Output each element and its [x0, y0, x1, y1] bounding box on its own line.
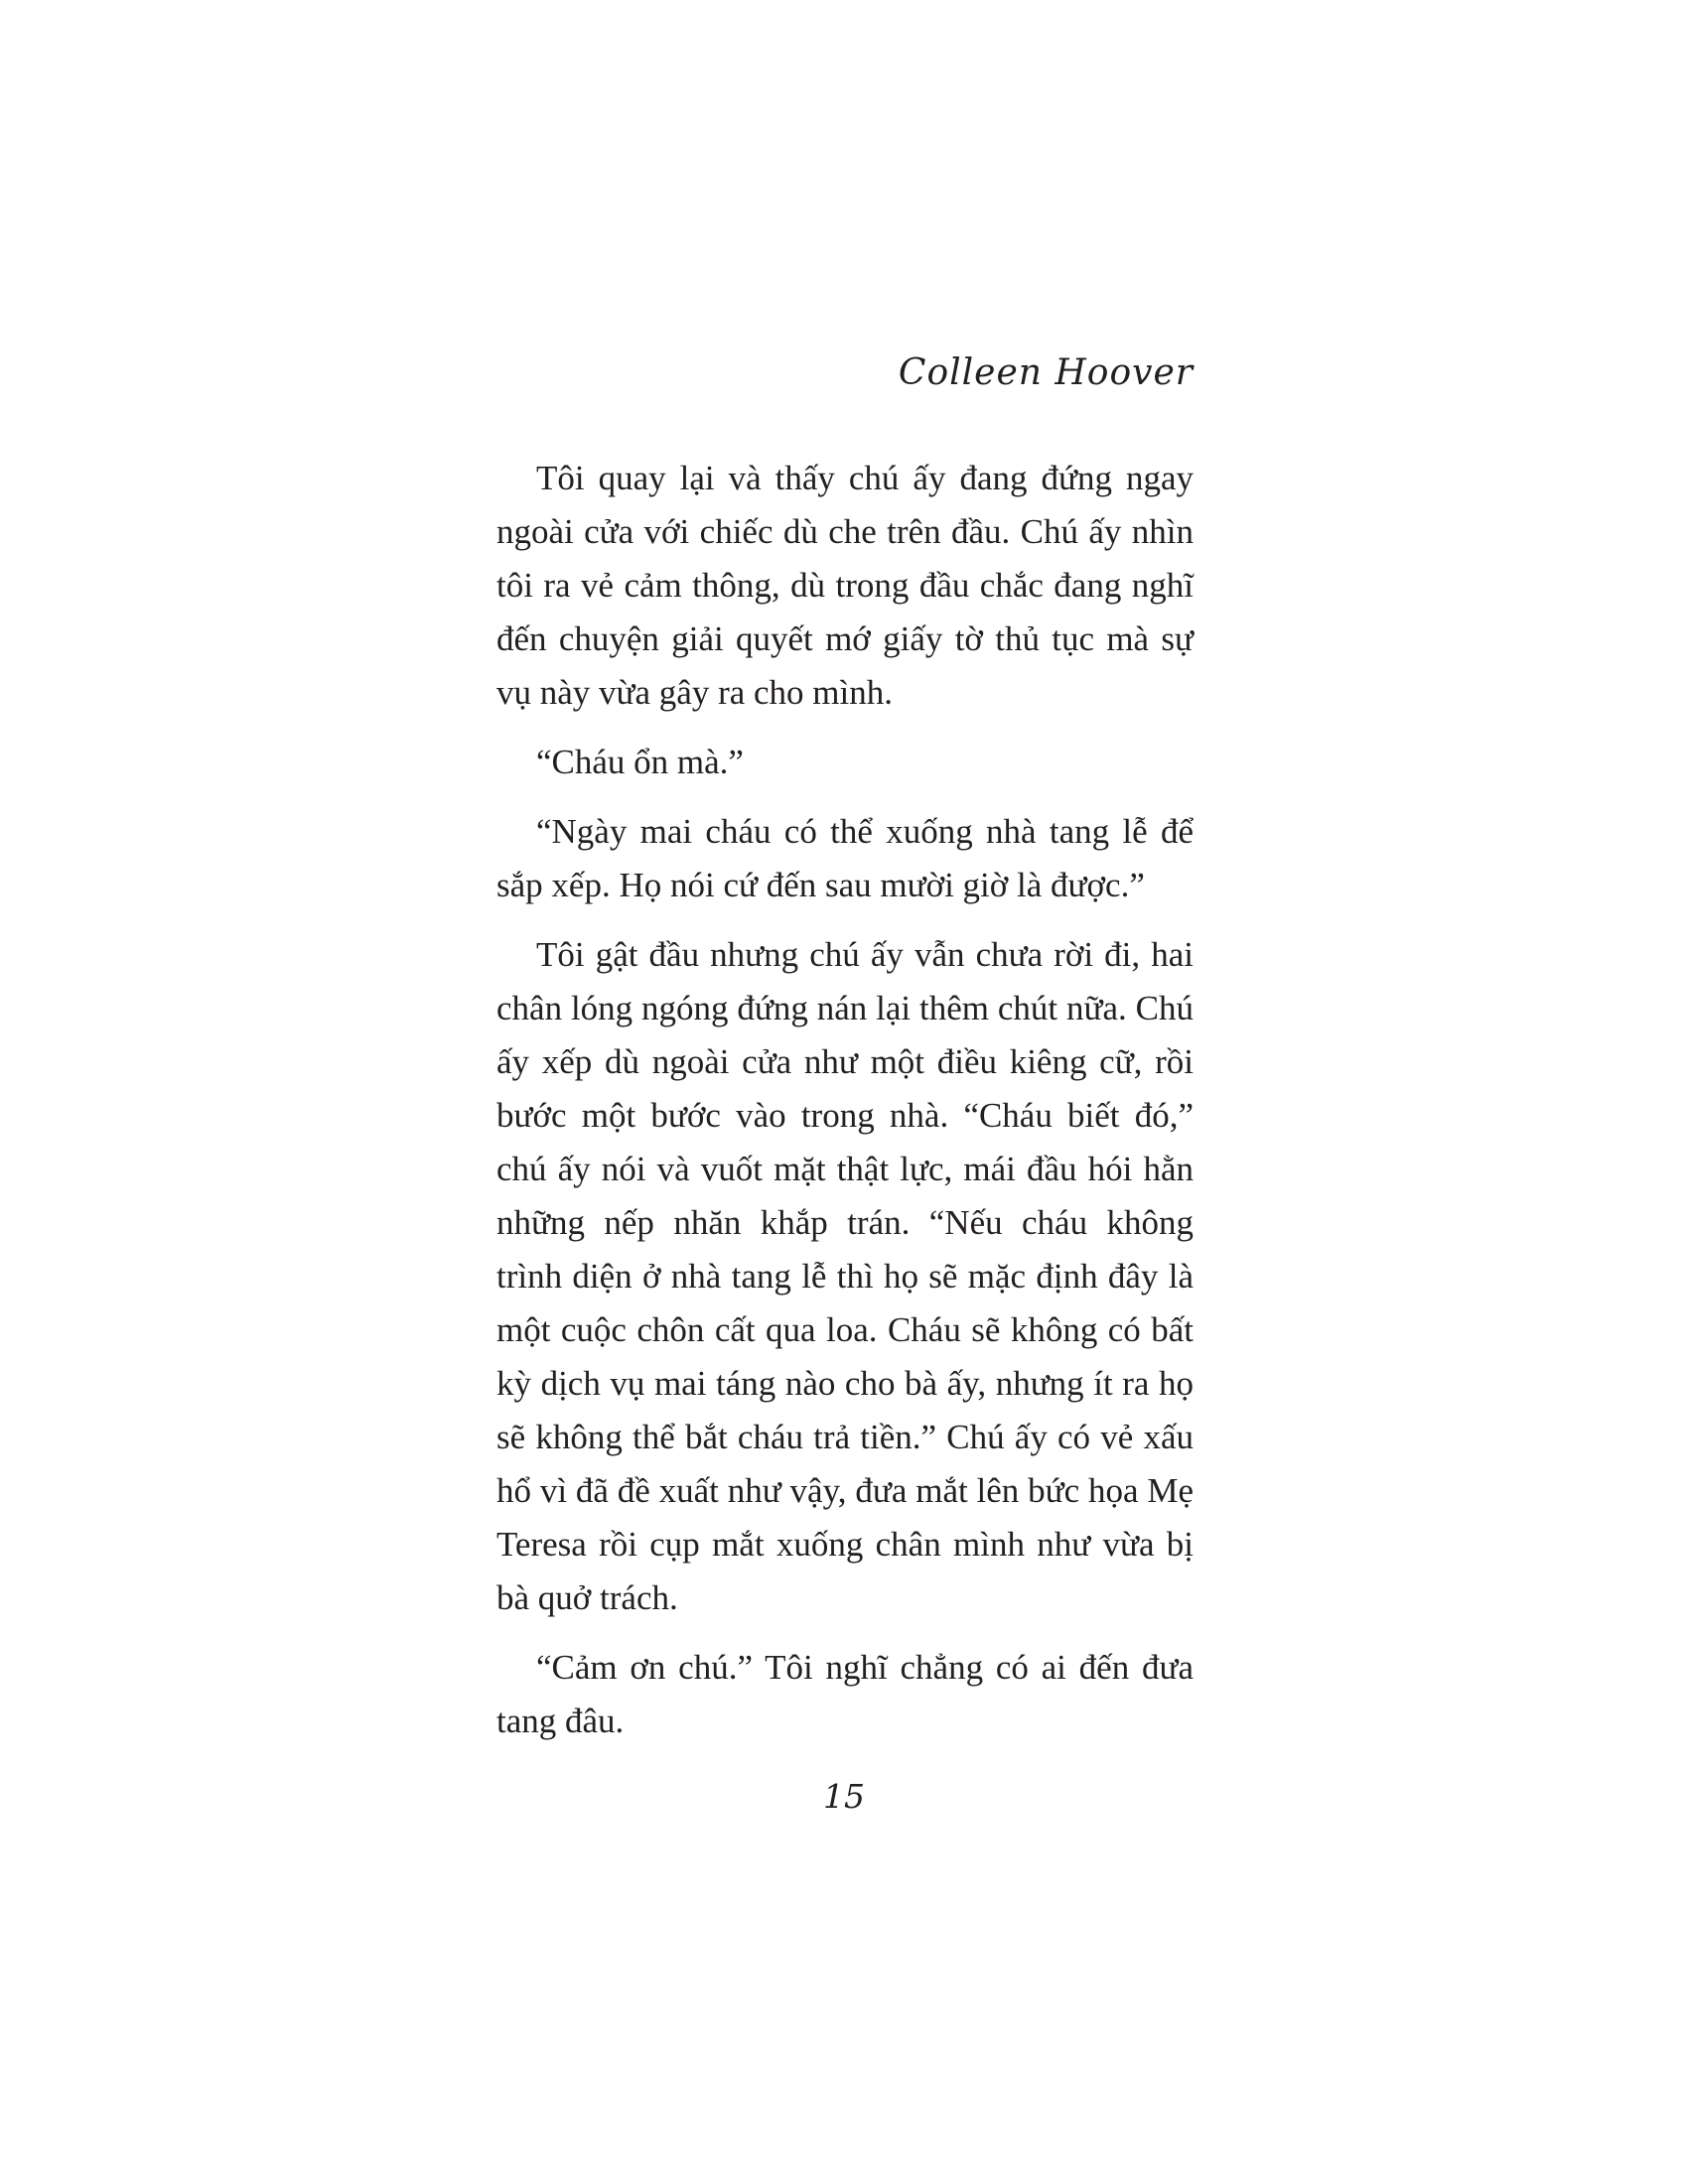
paragraph: Tôi quay lại và thấy chú ấy đang đứng ngay ngoài cửa với chiếc dù che trên đầu. Chú ấy nhìn tôi ra vẻ cảm thông, dù trong đầu chắc đang nghĩ đến chuyện giải quyết mớ giấy tờ thủ tục mà sự vụ này vừa gây ra cho mình. — [496, 459, 1194, 712]
body-text — [496, 452, 1194, 1764]
paragraph: “Cháu ổn mà.” — [536, 743, 744, 781]
paragraph: Tôi gật đầu nhưng chú ấy vẫn chưa rời đi, hai chân lóng ngóng đứng nán lại thêm chút nữa. Chú ấy xếp dù ngoài cửa như một điều kiêng cữ, rồi bước một bước vào trong nhà. “Cháu biết đó,” chú ấy nói và vuốt mặt thật lực, mái đầu hói hằn những nếp nhăn khắp trán. “Nếu cháu không trình diện ở nhà tang lễ thì họ sẽ mặc định đây là một cuộc chôn cất qua loa. Cháu sẽ không có bất kỳ dịch vụ mai táng nào cho bà ấy, nhưng ít ra họ sẽ không thể bắt cháu trả tiền.” Chú ấy có vẻ xấu hổ vì đã đề xuất như vậy, đưa mắt lên bức họa Mẹ Teresa rồi cụp mắt xuống chân mình như vừa bị bà quở trách. — [496, 935, 1194, 1617]
paragraph: “Ngày mai cháu có thể xuống nhà tang lễ để sắp xếp. Họ nói cứ đến sau mười giờ là được.” — [496, 812, 1194, 904]
paragraph: “Cảm ơn chú.” Tôi nghĩ chẳng có ai đến đưa tang đâu. — [496, 1648, 1194, 1740]
running-header-author: Colleen Hoover — [898, 352, 1194, 393]
page-number: 15 — [823, 1777, 865, 1816]
